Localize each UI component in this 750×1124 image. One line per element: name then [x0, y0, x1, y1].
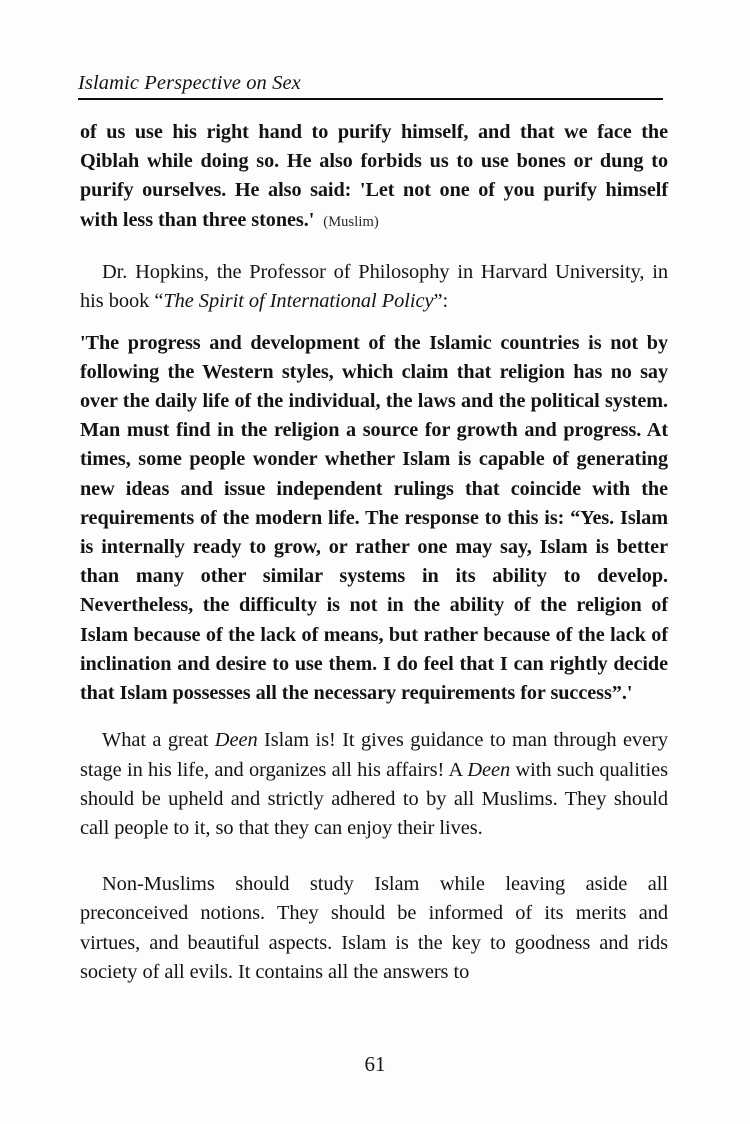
- deen-part-2: Islam is! It gives guidance to man through every stage in his life, and organizes all his affairs! A: [80, 729, 668, 781]
- hopkins-quote-paragraph: [80, 329, 668, 709]
- running-header: [78, 72, 663, 100]
- deen-italic-1: Deen: [214, 729, 258, 752]
- hopkins-intro-lead: Dr. Hopkins, the Professor of Philosophy in Harvard University, in his book “: [80, 260, 668, 313]
- hadith-text: of us use his right hand to purify himself, and that we face the Qiblah while doing so. He also forbids us to use bones or dung to purify ourselves. He also said: 'Let not one of you purify himself with less than three stones.': [80, 121, 668, 231]
- deen-paragraph: [80, 726, 668, 844]
- hadith-attribution: (Muslim): [323, 213, 379, 230]
- deen-part-1: What a great: [102, 729, 215, 752]
- non-muslims-text: Non-Muslims should study Islam while leaving aside all preconceived notions. They should be informed of its merits and virtues, and beautiful aspects. Islam is the key to goodness and rids society of all evils. It contains all the answers to: [80, 872, 668, 984]
- text-column: [80, 118, 668, 988]
- hopkins-quote-text: 'The progress and development of the Islamic countries is not by following the Western styles, which claim that religion has no say over the daily life of the individual, the laws and the political system. Man must find in the religion a source for growth and progress. At times, some people wonder whether Islam is capable of generating new ideas and issue independent rulings that coincide with the requirements of the modern life. The response to this is: “Yes. Islam is internally ready to grow, or rather one may say, Islam is better than many other similar systems in its ability to develop. Nevertheless, the difficulty is not in the ability of the religion of Islam because of the lack of means, but rather because of the lack of inclination and desire to use them. I do feel that I can rightly decide that Islam possesses all the necessary requirements for success”.': [80, 331, 668, 705]
- book-title: The Spirit of International Policy: [163, 290, 434, 313]
- hopkins-intro-paragraph: [80, 258, 668, 317]
- deen-italic-2: Deen: [467, 758, 511, 781]
- running-header-title: Islamic Perspective on Sex: [78, 72, 301, 94]
- hadith-paragraph: [80, 118, 668, 237]
- non-muslims-paragraph: [80, 870, 668, 988]
- hopkins-intro-tail: ”:: [433, 290, 449, 313]
- header-rule: [78, 98, 663, 100]
- page-number: 61: [364, 1052, 386, 1076]
- deen-part-3: with such qualities should be upheld and strictly adhered to by all Muslims. They should call people to it, so that they can enjoy their lives.: [80, 758, 668, 840]
